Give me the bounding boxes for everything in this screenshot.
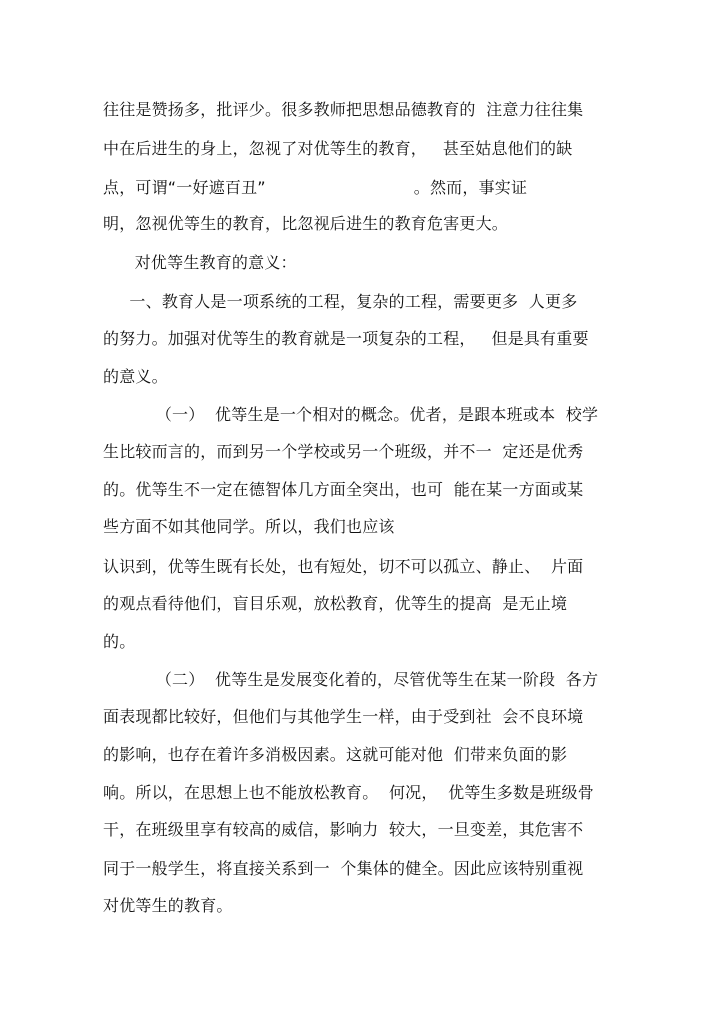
text-line-1: 往往是赞扬多，批评少。很多教师把思想品德教育的 注意力往往集	[103, 100, 584, 119]
text-line-2: 中在后进生的身上，忽视了对优等生的教育， 甚至姑息他们的缺	[103, 139, 573, 158]
text-line-14: 的观点看待他们，盲目乐观，放松教育，优等生的提高 是无止境	[103, 594, 568, 613]
text-line-17: 面表现都比较好，但他们与其他学生一样，由于受到社 会不良环境	[103, 707, 584, 726]
text-line-5: 对优等生教育的意义：	[103, 253, 297, 272]
text-line-21: 同于一般学生，将直接关系到一 个集体的健全。因此应该特别重视	[103, 859, 584, 878]
text-line-8: 的意义。	[103, 367, 168, 386]
text-line-16: （二） 优等生是发展变化着的，尽管优等生在某一阶段 各方	[103, 670, 599, 689]
text-line-22: 对优等生的教育。	[103, 896, 233, 915]
text-line-18: 的影响，也存在着许多消极因素。这就可能对他 们带来负面的影	[103, 745, 568, 764]
text-line-11: 的。优等生不一定在德智体几方面全突出，也可 能在某一方面或某	[103, 480, 584, 499]
text-line-9: （一） 优等生是一个相对的概念。优者，是跟本班或本 校学	[103, 405, 599, 424]
text-line-10: 生比较而言的，而到另一个学校或另一个班级，并不一 定还是优秀	[103, 442, 584, 461]
text-line-12: 些方面不如其他同学。所以，我们也应该	[103, 517, 395, 536]
text-line-6: 一、教育人是一项系统的工程，复杂的工程，需要更多 人更多	[103, 292, 578, 311]
text-line-4: 明，忽视优等生的教育，比忽视后进生的教育危害更大。	[103, 214, 509, 233]
text-line-7: 的努力。加强对优等生的教育就是一项复杂的工程， 但是具有重要	[103, 329, 589, 348]
text-line-20: 干，在班级里享有较高的威信，影响力 较大，一旦变差，其危害不	[103, 820, 584, 839]
text-line-13: 认识到，优等生既有长处，也有短处，切不可以孤立、静止、 片面	[103, 557, 584, 576]
text-line-19: 响。所以，在思想上也不能放松教育。 何况， 优等生多数是班级骨	[103, 783, 594, 802]
text-line-3: 点，可谓“一好遮百丑” 。然而，事实证	[103, 178, 528, 197]
text-line-15: 的。	[103, 632, 136, 651]
